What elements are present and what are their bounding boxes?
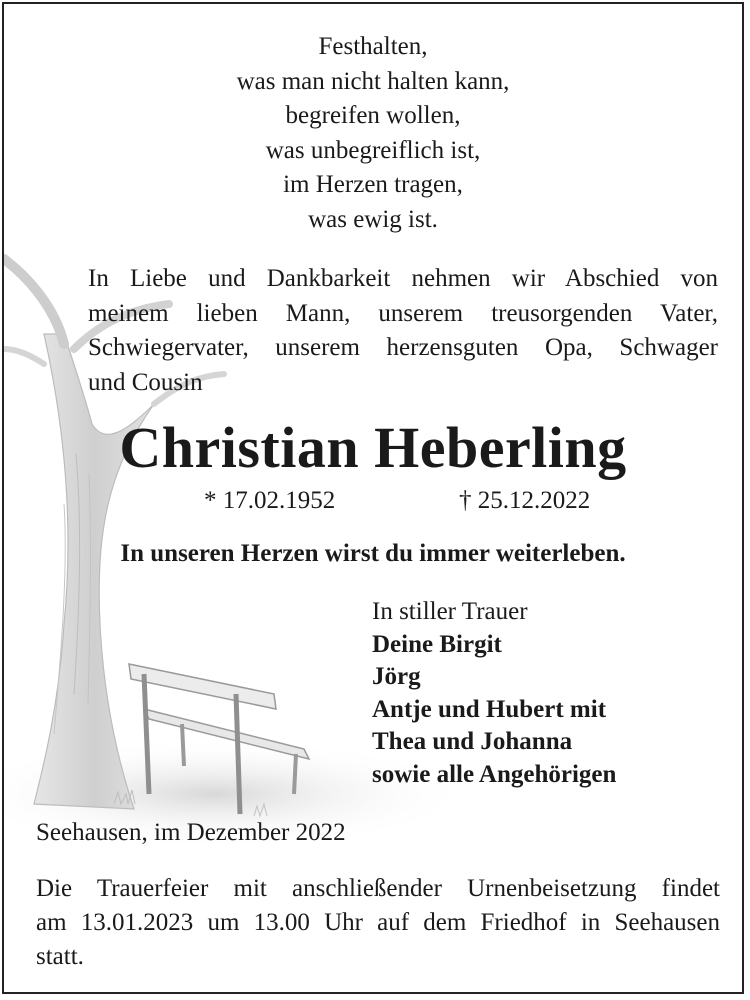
deceased-name: Christian Heberling (119, 415, 627, 480)
birth-date: * 17.02.1952 (204, 487, 336, 514)
death-date: † 25.12.2022 (459, 487, 591, 514)
poem-line: Festhalten, (318, 33, 428, 60)
farewell-line: In Liebe und Dankbarkeit nehmen wir Abschied von (88, 265, 718, 292)
mourner-name: Antje und Hubert mit (372, 695, 607, 723)
funeral-line: am 13.01.2023 um 13.00 Uhr auf dem Friedhof in Seehausen (36, 909, 720, 936)
funeral-line: Die Trauerfeier mit anschließender Urnenbeisetzung findet (36, 875, 720, 902)
farewell-line: meinem lieben Mann, unserem treusorgenden Vater, (88, 299, 718, 327)
motto: In unseren Herzen wirst du immer weiterleben. (120, 540, 626, 567)
farewell-paragraph (88, 262, 718, 400)
mourners-heading: In stiller Trauer (372, 598, 528, 625)
farewell-line: Schwiegervater, unserem herzensguten Opa, Schwager (88, 334, 718, 361)
poem-line: was ewig ist. (308, 205, 438, 233)
funeral-info (36, 872, 720, 974)
obituary-notice (2, 2, 744, 994)
mourners-block (372, 596, 616, 791)
poem-line: was unbegreiflich ist, (265, 136, 481, 164)
funeral-line: statt. (36, 943, 84, 970)
poem (4, 30, 742, 237)
poem-line: was man nicht halten kann, (236, 67, 510, 95)
poem-line: begreifen wollen, (285, 102, 461, 129)
poem-line: im Herzen tragen, (283, 171, 463, 198)
mourner-name: Thea und Johanna (372, 728, 573, 755)
mourner-name: sowie alle Angehörigen (372, 760, 617, 788)
mourner-name: Jörg (372, 663, 421, 690)
farewell-line: und Cousin (88, 368, 203, 396)
mourner-name: Deine Birgit (372, 630, 502, 658)
place-and-date: Seehausen, im Dezember 2022 (36, 819, 346, 846)
